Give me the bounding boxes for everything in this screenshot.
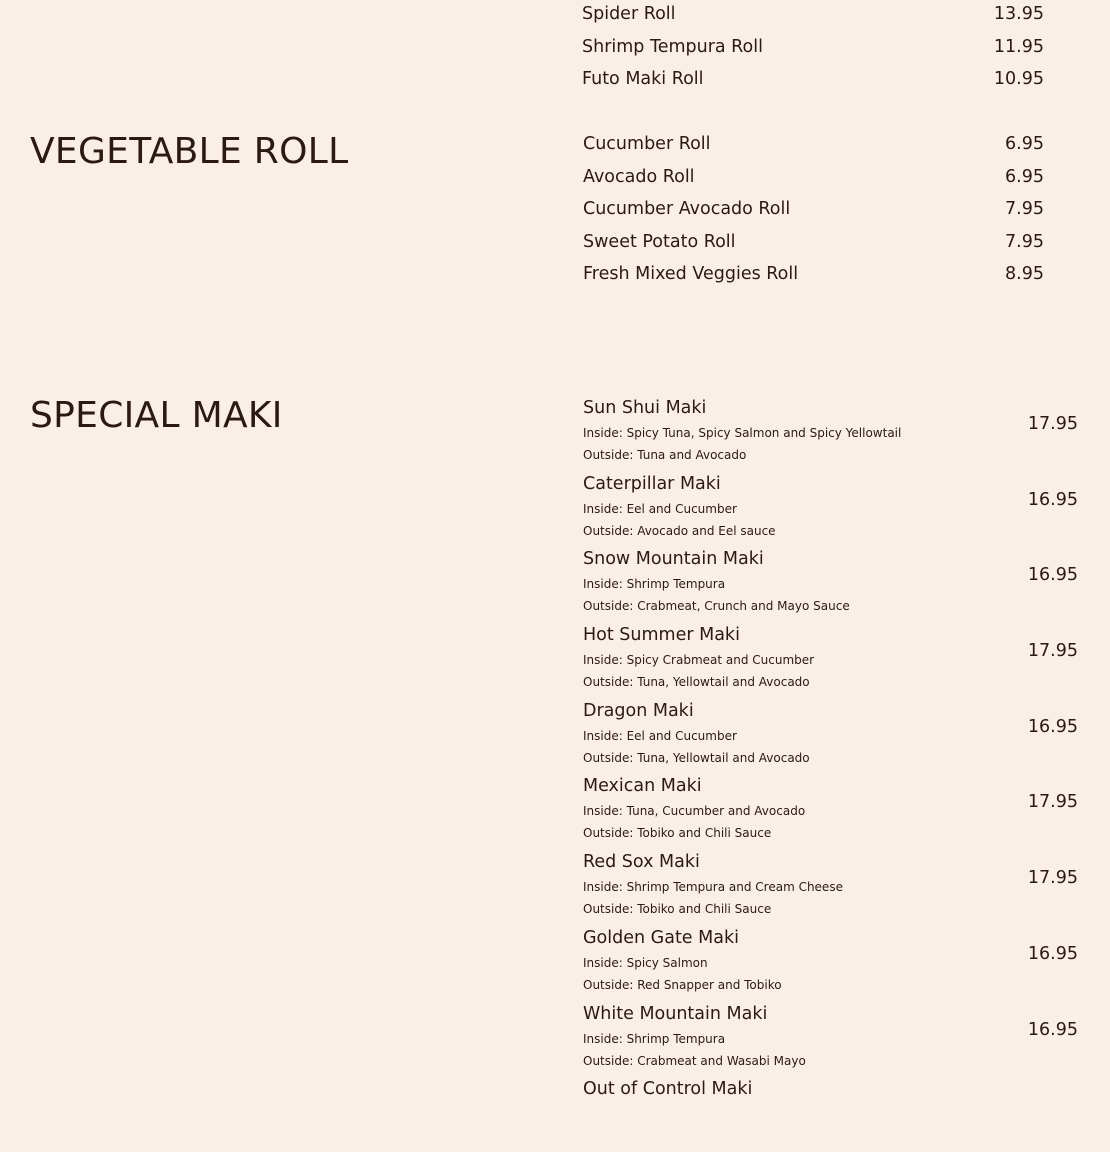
item-inside-ingredients: Inside: Shrimp Tempura <box>583 577 726 592</box>
item-outside-ingredients: Outside: Red Snapper and Tobiko <box>583 977 782 992</box>
item-price: 17.95 <box>1027 414 1078 434</box>
item-outside-ingredients: Outside: Tobiko and Chili Sauce <box>583 902 772 917</box>
item-price: 16.95 <box>1027 943 1078 964</box>
item-inside-ingredients: Inside: Eel and Cucumber <box>583 728 737 743</box>
menu-item <box>583 849 1078 925</box>
menu-item <box>583 228 1044 261</box>
item-price: 16.95 <box>1027 565 1078 586</box>
item-name: Spider Roll <box>582 4 676 24</box>
item-price: 17.95 <box>1027 641 1078 662</box>
item-name: Cucumber Avocado Roll <box>583 199 791 219</box>
item-outside-ingredients: Outside: Crabmeat, Crunch and Mayo Sauce <box>583 599 850 614</box>
item-price: 8.95 <box>1005 264 1044 284</box>
item-name: Red Sox Maki <box>583 852 700 873</box>
menu-item <box>583 395 1078 471</box>
item-outside-ingredients: Outside: Tobiko and Chili Sauce <box>583 826 772 841</box>
item-price: 10.95 <box>993 69 1044 89</box>
item-outside-ingredients: Outside: Tuna, Yellowtail and Avocado <box>583 750 810 765</box>
menu-item <box>583 130 1044 163</box>
item-inside-ingredients: Inside: Spicy Tuna, Spicy Salmon and Spicy Yellowtail <box>583 426 902 440</box>
menu-item <box>582 65 1044 98</box>
special-maki-list <box>583 395 1078 1152</box>
item-name: Snow Mountain Maki <box>583 549 764 570</box>
item-name: Cucumber Roll <box>583 134 711 154</box>
item-name: Dragon Maki <box>583 700 694 721</box>
item-name: Avocado Roll <box>583 166 695 187</box>
item-name: Hot Summer Maki <box>583 625 740 646</box>
item-name: Futo Maki Roll <box>582 69 704 89</box>
menu-item <box>582 33 1044 66</box>
item-inside-ingredients: Inside: Spicy Crabmeat and Cucumber <box>583 653 815 668</box>
menu-item <box>583 1001 1078 1077</box>
menu-item <box>583 546 1078 622</box>
item-price: 17.95 <box>1027 792 1078 813</box>
item-price: 6.95 <box>1005 134 1044 154</box>
item-price: 17.95 <box>1027 868 1078 889</box>
item-name: Golden Gate Maki <box>583 927 739 948</box>
menu-item <box>582 0 1044 33</box>
item-outside-ingredients: Outside: Crabmeat and Wasabi Mayo <box>583 1053 806 1068</box>
item-price: 7.95 <box>1005 199 1044 219</box>
menu-item <box>583 1076 1078 1152</box>
menu-item <box>583 773 1078 849</box>
item-inside-ingredients: Inside: Spicy Salmon <box>583 955 708 970</box>
menu-item <box>583 163 1044 196</box>
item-price: 16.95 <box>1027 489 1078 510</box>
item-inside-ingredients: Inside: Eel and Cucumber <box>583 501 737 516</box>
item-name: Out of Control Maki <box>583 1079 753 1100</box>
item-inside-ingredients: Inside: Shrimp Tempura and Cream Cheese <box>583 880 843 895</box>
item-name: White Mountain Maki <box>583 1003 768 1024</box>
item-outside-ingredients: Outside: Tuna, Yellowtail and Avocado <box>583 675 810 690</box>
item-price: 6.95 <box>1005 166 1044 187</box>
menu-item <box>583 925 1078 1001</box>
item-name: Fresh Mixed Veggies Roll <box>583 264 799 284</box>
vegetable-roll-heading: VEGETABLE ROLL <box>30 131 349 172</box>
menu-item <box>583 471 1078 547</box>
item-price: 7.95 <box>1005 231 1044 252</box>
item-inside-ingredients: Inside: Shrimp Tempura <box>583 1031 726 1046</box>
item-price: 13.95 <box>993 4 1044 24</box>
item-price: 16.95 <box>1027 716 1078 737</box>
menu-item <box>583 195 1044 228</box>
item-name: Caterpillar Maki <box>583 473 721 494</box>
vegetable-roll-list <box>583 130 1044 293</box>
menu-item <box>583 622 1078 698</box>
item-name: Sweet Potato Roll <box>583 231 736 252</box>
item-price: 16.95 <box>1027 1019 1078 1040</box>
item-name: Shrimp Tempura Roll <box>582 36 763 57</box>
item-name: Sun Shui Maki <box>583 398 707 418</box>
item-inside-ingredients: Inside: Tuna, Cucumber and Avocado <box>583 804 806 819</box>
item-outside-ingredients: Outside: Avocado and Eel sauce <box>583 523 776 538</box>
item-outside-ingredients: Outside: Tuna and Avocado <box>583 448 747 462</box>
top-roll-list <box>582 0 1044 98</box>
menu-item <box>583 260 1044 293</box>
item-price: 11.95 <box>993 36 1044 57</box>
item-name: Mexican Maki <box>583 776 702 797</box>
menu-item <box>583 698 1078 774</box>
special-maki-heading: SPECIAL MAKI <box>30 395 283 436</box>
